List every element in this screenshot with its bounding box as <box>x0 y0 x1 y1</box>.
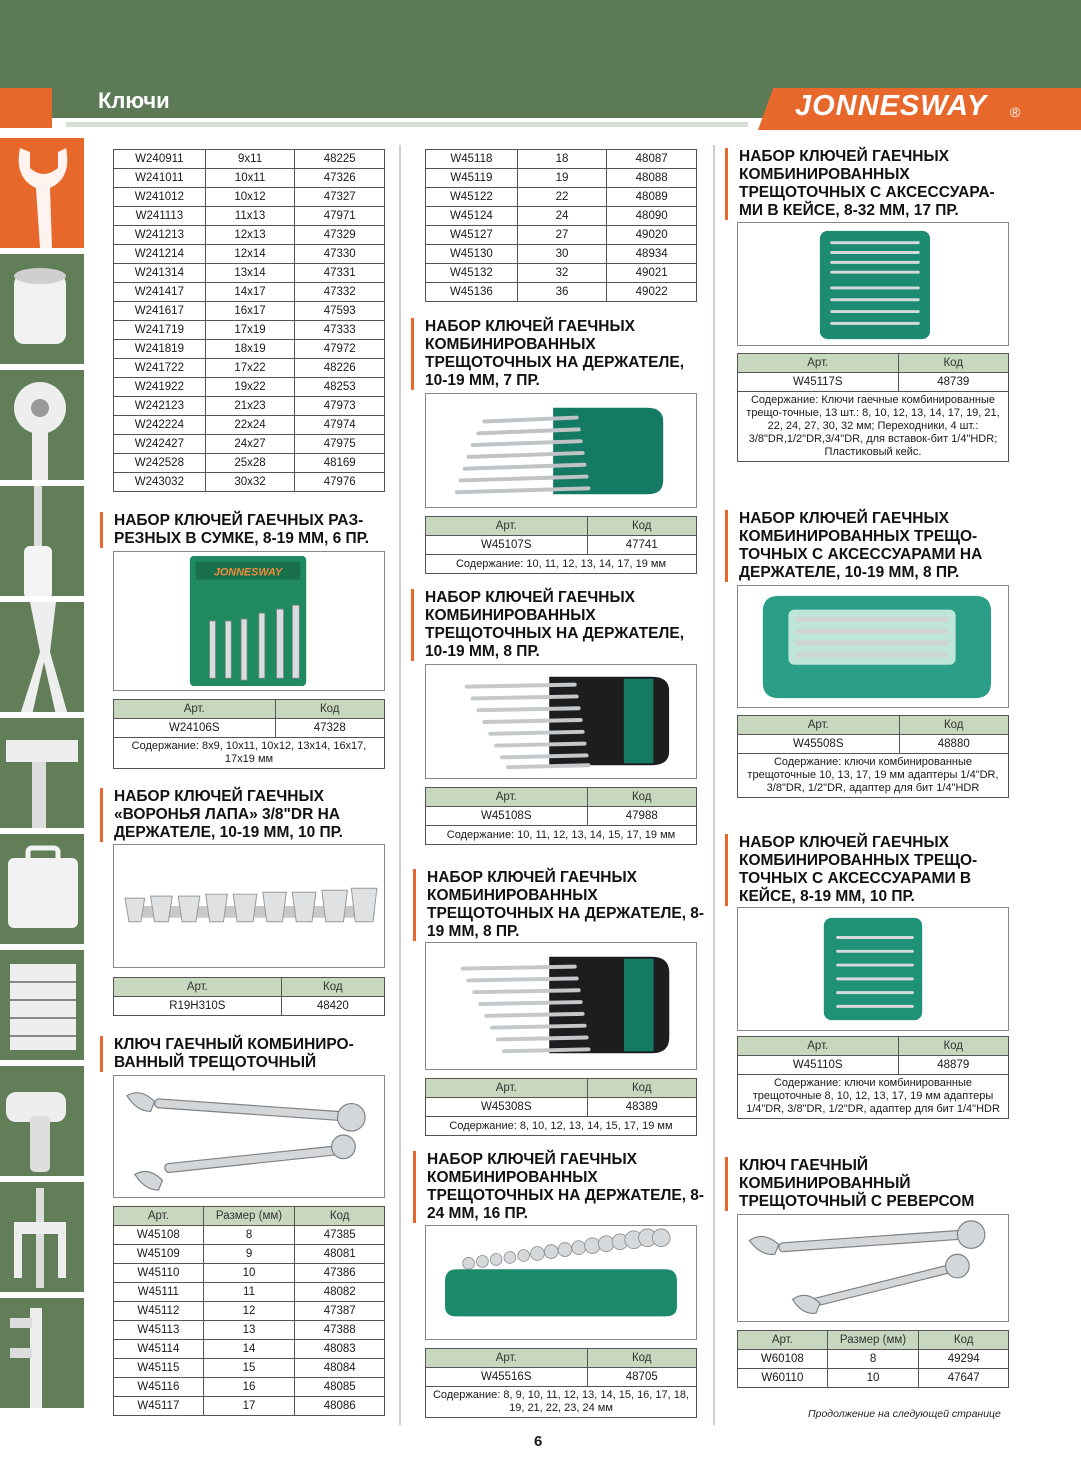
art-header: Арт. <box>114 700 276 719</box>
table-cell: 47971 <box>295 207 385 226</box>
table-cell: W45119 <box>426 169 518 188</box>
table-cell: W45116 <box>114 1378 204 1397</box>
art-value: W45108S <box>426 807 588 826</box>
header-rule <box>66 122 748 127</box>
table-row <box>114 1321 385 1340</box>
brand-logo: JONNESWAY <box>795 90 988 122</box>
column-divider <box>713 145 715 1425</box>
table-cell: 12 <box>203 1302 295 1321</box>
art-header: Арт. <box>738 716 900 735</box>
category-ratchets[interactable] <box>0 370 84 483</box>
product-image-w45516s <box>425 1225 697 1340</box>
article-table-w45508s <box>737 715 1009 798</box>
section-title: НАБОР КЛЮЧЕЙ ГАЕЧНЫХ КОМБИНИРОВАННЫХ ТРЕЩОТОЧНЫХ НА ДЕРЖАТЕЛЕ, 8-24 ММ, 16 ПР. <box>413 1151 705 1223</box>
table-row <box>114 226 385 245</box>
article-table-w45110s <box>737 1036 1009 1119</box>
table-cell: W241819 <box>114 340 206 359</box>
section-title: КЛЮЧ ГАЕЧНЫЙ КОМБИНИРОВАННЫЙ ТРЕЩОТОЧНЫЙ С РЕВЕРСОМ <box>725 1157 1017 1211</box>
table-cell: 25x28 <box>205 454 295 473</box>
wrench-icon <box>0 138 84 251</box>
table-cell: 8 <box>827 1350 919 1369</box>
category-pullers[interactable] <box>0 1182 84 1295</box>
table-cell: 10 <box>827 1369 919 1388</box>
table-cell: 14x17 <box>205 283 295 302</box>
code-header: Код <box>281 978 384 997</box>
table-cell: W241113 <box>114 207 206 226</box>
product-image-w24106s <box>113 551 385 691</box>
art-header: Арт. <box>426 1349 588 1368</box>
table-cell: W241719 <box>114 321 206 340</box>
table-header: Код <box>919 1331 1009 1350</box>
table-row <box>114 454 385 473</box>
table-cell: 24 <box>517 207 607 226</box>
content-text: Содержание: ключи комбинированные трещоточные 8, 10, 12, 13, 17, 19 мм адаптеры 1/4"DR, 3/8"DR, 1/2"DR, адаптер для бит 1/4"HDR <box>738 1075 1009 1119</box>
product-image-w601xx <box>737 1214 1009 1322</box>
air-tool-icon <box>0 1066 84 1179</box>
caliper-icon <box>0 1298 84 1411</box>
product-image-w45117s <box>737 222 1009 346</box>
table-cell: W240911 <box>114 150 206 169</box>
table-row <box>738 1350 1009 1369</box>
section-title: КЛЮЧ ГАЕЧНЫЙ КОМБИНИРО-ВАННЫЙ ТРЕЩОТОЧНЫЙ <box>100 1036 390 1072</box>
table-cell: W241214 <box>114 245 206 264</box>
category-sockets[interactable] <box>0 254 84 367</box>
table-cell: W45122 <box>426 188 518 207</box>
code-value: 48880 <box>899 735 1008 754</box>
category-toolcases[interactable] <box>0 834 84 947</box>
table-cell: W45115 <box>114 1359 204 1378</box>
table-row <box>114 378 385 397</box>
code-value: 48739 <box>898 373 1008 392</box>
product-image-w45508s <box>737 585 1009 708</box>
product-image-w45108s <box>425 664 697 779</box>
code-value: 48420 <box>281 997 384 1016</box>
table-cell: W45132 <box>426 264 518 283</box>
section-title: НАБОР КЛЮЧЕЙ ГАЕЧНЫХ «ВОРОНЬЯ ЛАПА» 3/8"DR НА ДЕРЖАТЕЛЕ, 10-19 ММ, 10 ПР. <box>100 788 390 842</box>
table-row <box>114 340 385 359</box>
table-row <box>114 1340 385 1359</box>
table-cell: 32 <box>517 264 607 283</box>
code-header: Код <box>587 517 697 536</box>
art-header: Арт. <box>426 517 588 536</box>
content-text: Содержание: 10, 11, 12, 13, 14, 17, 19 мм <box>426 555 697 574</box>
table-cell: 48084 <box>295 1359 385 1378</box>
code-header: Код <box>898 354 1008 373</box>
table-cell: 48082 <box>295 1283 385 1302</box>
table-row <box>738 1369 1009 1388</box>
table-cell: 13 <box>203 1321 295 1340</box>
table-cell: W241722 <box>114 359 206 378</box>
table-cell: W45110 <box>114 1264 204 1283</box>
bag-brand-label: JONNESWAY <box>213 566 283 579</box>
table-row <box>114 1283 385 1302</box>
table-row <box>114 1359 385 1378</box>
registered-mark: ® <box>1010 104 1021 120</box>
table-cell: 47972 <box>295 340 385 359</box>
table-row <box>114 1302 385 1321</box>
art-header: Арт. <box>426 788 588 807</box>
table-cell: 12x14 <box>205 245 295 264</box>
table-row <box>114 1264 385 1283</box>
table-cell: W45136 <box>426 283 518 302</box>
content-text: Содержание: ключи комбинированные трещоточные 10, 13, 17, 19 мм адаптеры 1/4"DR, 3/8"DR, 1/2"DR, адаптер для бит 1/4"HDR <box>738 754 1009 798</box>
art-header: Арт. <box>738 354 899 373</box>
table-cell: 36 <box>517 283 607 302</box>
table-cell: 22x24 <box>205 416 295 435</box>
table-cell: 16 <box>203 1378 295 1397</box>
pliers-icon <box>0 602 84 715</box>
table-cell: 14 <box>203 1340 295 1359</box>
table-cell: W45117 <box>114 1397 204 1416</box>
product-image-r19h310s <box>113 844 385 968</box>
table-cell: 47593 <box>295 302 385 321</box>
table-header: Размер (мм) <box>203 1207 295 1226</box>
table-cell: 9x11 <box>205 150 295 169</box>
table-cell: 47973 <box>295 397 385 416</box>
table-row <box>426 226 697 245</box>
content-text: Содержание: 8x9, 10x11, 10x12, 13x14, 16x17, 17x19 мм <box>114 738 385 769</box>
code-value: 47988 <box>587 807 696 826</box>
table-cell: 48086 <box>295 1397 385 1416</box>
art-value: W45117S <box>738 373 899 392</box>
product-image-w45107s <box>425 393 697 508</box>
table-cell: 48087 <box>607 150 697 169</box>
table-cell: 10x11 <box>205 169 295 188</box>
table-cell: 48090 <box>607 207 697 226</box>
content-text: Содержание: 8, 10, 12, 13, 14, 15, 17, 19 мм <box>426 1117 697 1136</box>
table-row <box>114 169 385 188</box>
table-cell: 47385 <box>295 1226 385 1245</box>
page-number: 6 <box>534 1433 543 1450</box>
art-value: R19H310S <box>114 997 282 1016</box>
section-title: НАБОР КЛЮЧЕЙ ГАЕЧНЫХ КОМБИНИРОВАННЫХ ТРЕЩОТОЧНЫХ С АКСЕССУАРА-МИ В КЕЙСЕ, 8-32 ММ, 17 ПР. <box>725 148 1017 220</box>
art-value: W45107S <box>426 536 588 555</box>
table-cell: 48085 <box>295 1378 385 1397</box>
table-row <box>114 1245 385 1264</box>
table-cell: W45118 <box>426 150 518 169</box>
table-cell: 30x32 <box>205 473 295 492</box>
table-cell: 48088 <box>607 169 697 188</box>
category-strip <box>0 138 84 1481</box>
table-cell: W241417 <box>114 283 206 302</box>
table-cell: 10x12 <box>205 188 295 207</box>
product-image-w45110s <box>737 907 1009 1031</box>
table-cell: 9 <box>203 1245 295 1264</box>
product-image-w451xx <box>113 1075 385 1198</box>
table-cell: W45111 <box>114 1283 204 1302</box>
table-row <box>114 473 385 492</box>
continuation-note: Продолжение на следующей странице <box>808 1408 1001 1420</box>
toolcase-icon <box>0 834 84 947</box>
table-cell: 18x19 <box>205 340 295 359</box>
category-measuring[interactable] <box>0 1298 84 1411</box>
content-text: Содержание: Ключи гаечные комбинированные трещо-точные, 13 шт.: 8, 10, 12, 13, 14, 17, 19, 21, 22, 24, 27, 30, 32 мм; Переходники, 4 шт.: 3/8"DR,1/2"DR,3/4"DR, для вставок-бит 1/4"HDR; Пластиковый кейс. <box>738 392 1009 462</box>
table-cell: W60108 <box>738 1350 828 1369</box>
table-cell: 16x17 <box>205 302 295 321</box>
table-cell: W45112 <box>114 1302 204 1321</box>
art-value: W24106S <box>114 719 276 738</box>
code-value: 48705 <box>587 1368 696 1387</box>
table-cell: 47333 <box>295 321 385 340</box>
table-row <box>114 1378 385 1397</box>
ratchet-icon <box>0 370 84 483</box>
table-cell: W241213 <box>114 226 206 245</box>
table-cell: 47326 <box>295 169 385 188</box>
category-hammers[interactable] <box>0 718 84 831</box>
table-cell: W45114 <box>114 1340 204 1359</box>
table-cell: W242427 <box>114 435 206 454</box>
category-cabinets[interactable] <box>0 950 84 1063</box>
category-wrenches[interactable] <box>0 138 84 251</box>
table-row <box>114 245 385 264</box>
table-header: Арт. <box>738 1331 828 1350</box>
table-row <box>114 1397 385 1416</box>
article-table-w45107s <box>425 516 697 574</box>
code-header: Код <box>587 788 696 807</box>
table-cell: 10 <box>203 1264 295 1283</box>
table-cell: 27 <box>517 226 607 245</box>
table-cell: 17x19 <box>205 321 295 340</box>
art-header: Арт. <box>114 978 282 997</box>
table-row <box>114 1226 385 1245</box>
table-cell: 47976 <box>295 473 385 492</box>
article-table-w45108s <box>425 787 697 845</box>
table-cell: 11 <box>203 1283 295 1302</box>
table-row <box>114 397 385 416</box>
content-text: Содержание: 8, 9, 10, 11, 12, 13, 14, 15, 16, 17, 18, 19, 21, 22, 23, 24 мм <box>426 1387 697 1418</box>
table-cell: 48169 <box>295 454 385 473</box>
table-row <box>114 283 385 302</box>
table-cell: W60110 <box>738 1369 828 1388</box>
table-cell: 47327 <box>295 188 385 207</box>
table-row <box>114 264 385 283</box>
table-cell: 47388 <box>295 1321 385 1340</box>
table-row <box>114 302 385 321</box>
table-header: Размер (мм) <box>827 1331 919 1350</box>
table-cell: 15 <box>203 1359 295 1378</box>
screwdriver-icon <box>0 486 84 599</box>
table-cell: 47386 <box>295 1264 385 1283</box>
table-header: Код <box>295 1207 385 1226</box>
article-table-w24106s <box>113 699 385 769</box>
code-header: Код <box>587 1349 696 1368</box>
table-cell: W242123 <box>114 397 206 416</box>
article-table-w45117s <box>737 353 1009 462</box>
table-cell: 30 <box>517 245 607 264</box>
table-cell: W241012 <box>114 188 206 207</box>
table-cell: 17x22 <box>205 359 295 378</box>
sizes-table-w24 <box>113 149 385 492</box>
column-divider <box>399 145 401 1425</box>
table-cell: 11x13 <box>205 207 295 226</box>
table-cell: 21x23 <box>205 397 295 416</box>
table-cell: 48226 <box>295 359 385 378</box>
code-value: 47328 <box>275 719 385 738</box>
table-row <box>426 245 697 264</box>
category-screwdrivers[interactable] <box>0 486 84 599</box>
table-row <box>426 207 697 226</box>
table-cell: W45113 <box>114 1321 204 1340</box>
table-cell: 13x14 <box>205 264 295 283</box>
table-row <box>114 150 385 169</box>
table-row <box>426 169 697 188</box>
section-title: НАБОР КЛЮЧЕЙ ГАЕЧНЫХ КОМБИНИРОВАННЫХ ТРЕЩО-ТОЧНЫХ С АКСЕССУАРАМИ В КЕЙСЕ, 8-19 ММ, 10 ПР. <box>725 834 1017 906</box>
section-title: НАБОР КЛЮЧЕЙ ГАЕЧНЫХ КОМБИНИРОВАННЫХ ТРЕЩОТОЧНЫХ НА ДЕРЖАТЕЛЕ, 10-19 ММ, 8 ПР. <box>411 589 703 661</box>
table-cell: 48089 <box>607 188 697 207</box>
code-value: 48389 <box>587 1098 696 1117</box>
table-cell: 47974 <box>295 416 385 435</box>
table-cell: 47330 <box>295 245 385 264</box>
category-air-tools[interactable] <box>0 1066 84 1179</box>
table-cell: 22 <box>517 188 607 207</box>
table-cell: 48225 <box>295 150 385 169</box>
table-cell: W45124 <box>426 207 518 226</box>
code-header: Код <box>898 1037 1008 1056</box>
header-accent <box>0 88 52 128</box>
table-cell: 48253 <box>295 378 385 397</box>
article-table-w45308s <box>425 1078 697 1136</box>
table-cell: 49022 <box>607 283 697 302</box>
content-text: Содержание: 10, 11, 12, 13, 14, 15, 17, 19 мм <box>426 826 697 845</box>
table-cell: 48934 <box>607 245 697 264</box>
code-header: Код <box>587 1079 696 1098</box>
table-cell: 47647 <box>919 1369 1009 1388</box>
table-row <box>114 359 385 378</box>
table-cell: 48081 <box>295 1245 385 1264</box>
table-header: Арт. <box>114 1207 204 1226</box>
table-cell: 24x27 <box>205 435 295 454</box>
table-cell: 19 <box>517 169 607 188</box>
table-cell: 47387 <box>295 1302 385 1321</box>
table-cell: W45127 <box>426 226 518 245</box>
puller-icon <box>0 1182 84 1295</box>
hammer-icon <box>0 718 84 831</box>
table-cell: W45130 <box>426 245 518 264</box>
table-cell: 18 <box>517 150 607 169</box>
table-row <box>426 283 697 302</box>
code-value: 48879 <box>898 1056 1008 1075</box>
table-cell: W45108 <box>114 1226 204 1245</box>
sizes-table-w451xx-large <box>425 149 697 302</box>
product-image-w45308s <box>425 942 697 1070</box>
table-cell: 47975 <box>295 435 385 454</box>
table-cell: 17 <box>203 1397 295 1416</box>
table-cell: W45109 <box>114 1245 204 1264</box>
article-table-w45516s <box>425 1348 697 1418</box>
table-row <box>114 321 385 340</box>
table-cell: W242224 <box>114 416 206 435</box>
table-cell: W241011 <box>114 169 206 188</box>
table-row <box>426 150 697 169</box>
table-row <box>426 188 697 207</box>
page-title: Ключи <box>98 88 170 113</box>
art-value: W45110S <box>738 1056 899 1075</box>
table-row <box>426 264 697 283</box>
table-cell: 48083 <box>295 1340 385 1359</box>
table-cell: 8 <box>203 1226 295 1245</box>
table-cell: W242528 <box>114 454 206 473</box>
section-title: НАБОР КЛЮЧЕЙ ГАЕЧНЫХ КОМБИНИРОВАННЫХ ТРЕЩОТОЧНЫХ НА ДЕРЖАТЕЛЕ, 8-19 ММ, 8 ПР. <box>413 869 705 941</box>
sizes-table-w451xx <box>113 1206 385 1416</box>
table-cell: 49020 <box>607 226 697 245</box>
art-header: Арт. <box>738 1037 899 1056</box>
table-cell: W241922 <box>114 378 206 397</box>
table-row <box>114 416 385 435</box>
art-value: W45516S <box>426 1368 588 1387</box>
socket-icon <box>0 254 84 367</box>
table-row <box>114 435 385 454</box>
tool-cabinet-icon <box>0 950 84 1063</box>
table-cell: 47332 <box>295 283 385 302</box>
code-header: Код <box>899 716 1008 735</box>
table-cell: W241314 <box>114 264 206 283</box>
table-cell: 12x13 <box>205 226 295 245</box>
table-cell: W243032 <box>114 473 206 492</box>
sizes-table-w601xx <box>737 1330 1009 1388</box>
table-cell: 47331 <box>295 264 385 283</box>
table-cell: 19x22 <box>205 378 295 397</box>
code-value: 47741 <box>587 536 697 555</box>
table-cell: 49021 <box>607 264 697 283</box>
table-cell: 49294 <box>919 1350 1009 1369</box>
code-header: Код <box>275 700 385 719</box>
section-title: НАБОР КЛЮЧЕЙ ГАЕЧНЫХ КОМБИНИРОВАННЫХ ТРЕЩО-ТОЧНЫХ С АКСЕССУАРАМИ НА ДЕРЖАТЕЛЕ, 10-19 ММ, 8 ПР. <box>725 510 1017 582</box>
section-title: НАБОР КЛЮЧЕЙ ГАЕЧНЫХ РАЗ-РЕЗНЫХ В СУМКЕ, 8-19 ММ, 6 ПР. <box>100 512 390 548</box>
art-header: Арт. <box>426 1079 588 1098</box>
category-pliers[interactable] <box>0 602 84 715</box>
table-cell: W241617 <box>114 302 206 321</box>
table-row <box>114 207 385 226</box>
section-title: НАБОР КЛЮЧЕЙ ГАЕЧНЫХ КОМБИНИРОВАННЫХ ТРЕЩОТОЧНЫХ НА ДЕРЖАТЕЛЕ, 10-19 ММ, 7 ПР. <box>411 318 703 390</box>
table-cell: 47329 <box>295 226 385 245</box>
art-value: W45308S <box>426 1098 588 1117</box>
article-table-r19h310s <box>113 977 385 1016</box>
art-value: W45508S <box>738 735 900 754</box>
table-row <box>114 188 385 207</box>
